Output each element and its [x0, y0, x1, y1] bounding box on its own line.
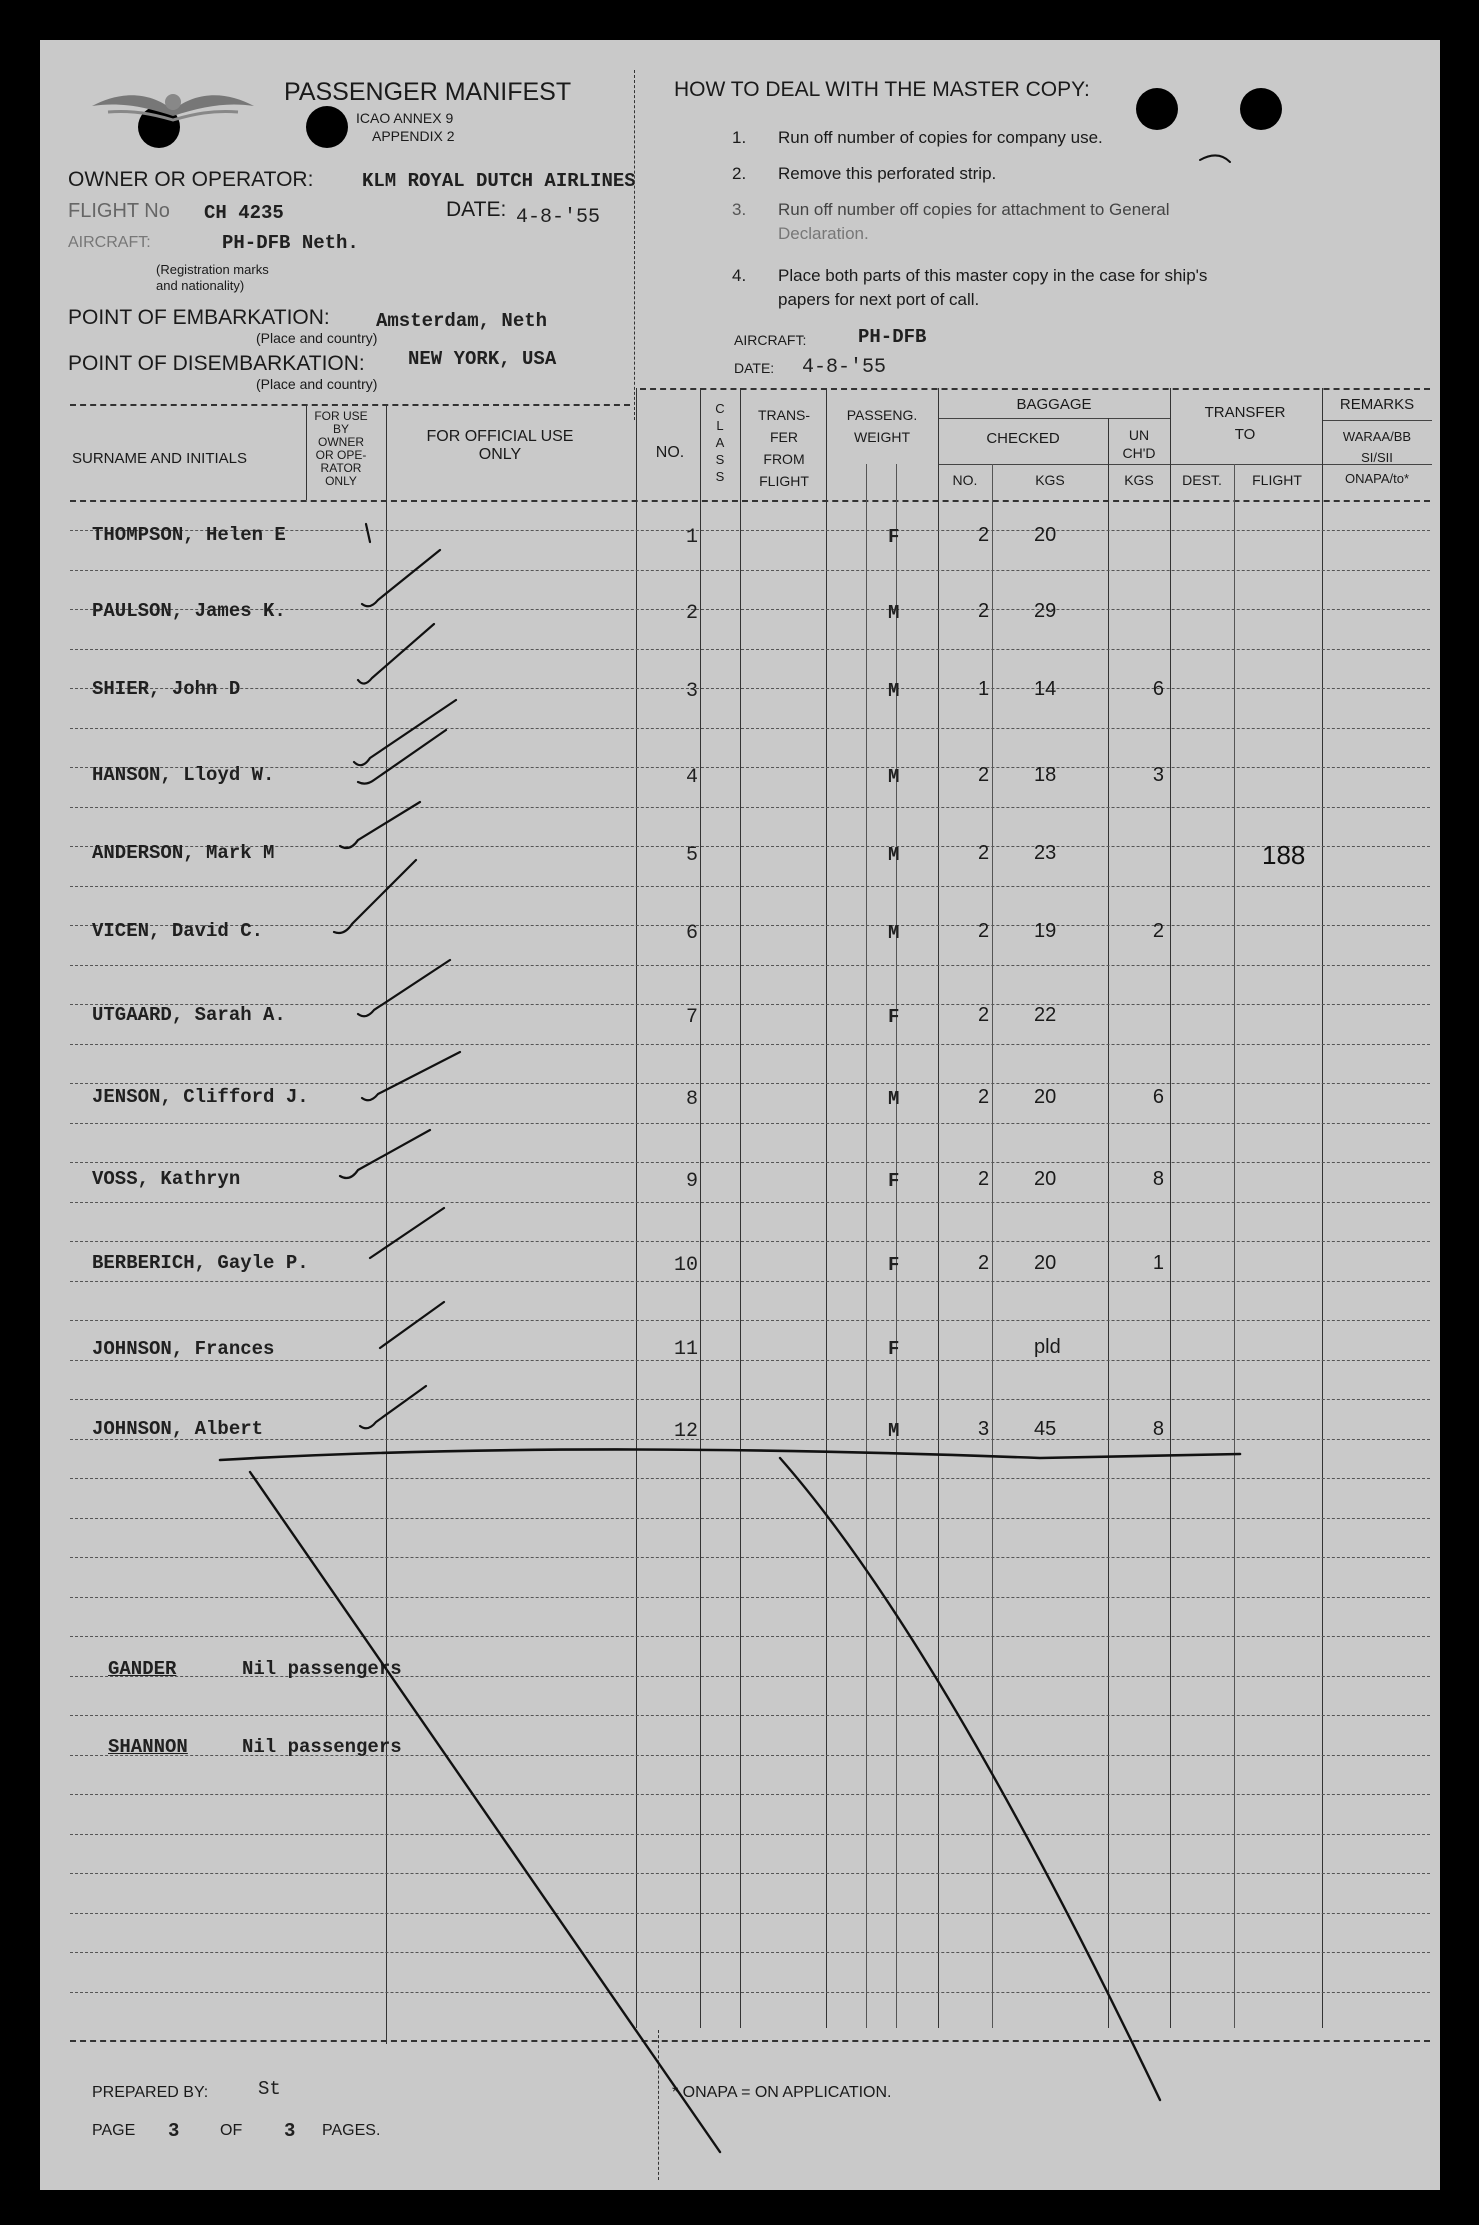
right-date-value: 4-8-'55 [802, 356, 887, 379]
handwritten-marks [40, 40, 1440, 2190]
prepared-label: PREPARED BY: [92, 2084, 209, 2101]
bag-count: 2 [978, 1168, 990, 1190]
passenger-sex: M [888, 922, 900, 944]
passenger-sex: F [888, 1170, 900, 1192]
bag-kgs: 22 [1034, 1004, 1057, 1026]
col-baggage: BAGGAGE [1016, 396, 1092, 413]
passenger-sex: M [888, 844, 900, 866]
passenger-name: ANDERSON, Mark M [92, 842, 275, 864]
bag-count: 2 [978, 1086, 990, 1108]
passenger-sex: M [888, 1088, 900, 1110]
date-label: DATE: [446, 198, 507, 221]
note-place: GANDER [108, 1658, 177, 1680]
col-checked: CHECKED [986, 430, 1060, 447]
aircraft-value: PH-DFB Neth. [222, 232, 359, 254]
note-text: Nil passengers [242, 1736, 402, 1758]
page-value: 3 [168, 2120, 180, 2142]
aircraft-note-1: (Registration marks [156, 262, 269, 277]
col-unchd-kgs: KGS [1124, 472, 1154, 488]
of-label: OF [220, 2122, 243, 2139]
passenger-name: SHIER, John D [92, 678, 241, 700]
col-remarks-codes: WARAA/BB SI/SII ONAPA/to* [1342, 429, 1412, 486]
instruction-text: Place both parts of this master copy in the case for ship's [778, 266, 1208, 285]
instruction-text: Declaration. [778, 224, 869, 243]
bag-count: 2 [978, 1004, 990, 1026]
passenger-no: 3 [685, 680, 698, 703]
col-bag-kgs: KGS [1035, 472, 1065, 488]
unchd-kgs: 3 [1152, 764, 1164, 786]
passenger-name: BERBERICH, Gayle P. [92, 1252, 309, 1274]
bag-kgs: 20 [1034, 1086, 1057, 1108]
passenger-sex: M [888, 680, 900, 702]
bag-kgs: 23 [1034, 842, 1057, 864]
unchd-kgs: 8 [1152, 1418, 1164, 1440]
passenger-sex: M [888, 1420, 900, 1442]
bag-kgs: 14 [1034, 678, 1057, 700]
date-value: 4-8-'55 [516, 206, 601, 229]
bag-kgs: 20 [1034, 524, 1057, 546]
instruction-number: 4. [732, 266, 747, 285]
right-aircraft-value: PH-DFB [858, 326, 927, 348]
passenger-sex: F [888, 526, 900, 548]
bag-kgs: 20 [1034, 1168, 1057, 1190]
col-unchd: UN CH'D [1122, 427, 1156, 461]
passenger-no: 5 [685, 844, 698, 867]
aircraft-label: AIRCRAFT: [68, 234, 151, 251]
instruction-text: papers for next port of call. [778, 290, 980, 309]
passenger-no: 2 [685, 602, 698, 625]
bag-kgs: 29 [1034, 600, 1057, 622]
disembark-label: POINT OF DISEMBARKATION: [68, 352, 365, 375]
manifest-sheet [40, 40, 1440, 2190]
passenger-sex: M [888, 602, 900, 624]
appendix: APPENDIX 2 [372, 128, 455, 144]
bag-count: 2 [978, 920, 990, 942]
right-date-label: DATE: [734, 360, 775, 376]
manifest-title: PASSENGER MANIFEST [284, 78, 572, 106]
unchd-kgs: 2 [1152, 920, 1164, 942]
embark-note: (Place and country) [256, 330, 378, 346]
bag-kgs: pld [1034, 1336, 1061, 1358]
embark-label: POINT OF EMBARKATION: [68, 306, 330, 329]
instruction-text: Run off number off copies for attachment to General [778, 200, 1170, 219]
unchd-kgs: 8 [1152, 1168, 1164, 1190]
passenger-name: THOMPSON, Helen E [92, 524, 286, 546]
bag-count: 2 [978, 600, 990, 622]
bag-count: 2 [978, 524, 990, 546]
instruction-number: 2. [732, 164, 747, 183]
passenger-name: HANSON, Lloyd W. [92, 764, 275, 786]
bag-kgs: 19 [1034, 920, 1057, 942]
bag-count: 2 [978, 1252, 990, 1274]
bag-count: 3 [978, 1418, 990, 1440]
page-label: PAGE [92, 2122, 136, 2139]
col-surname: SURNAME AND INITIALS [72, 450, 248, 467]
bag-kgs: 45 [1034, 1418, 1057, 1440]
flight-value: CH 4235 [204, 202, 284, 224]
passenger-no: 9 [685, 1170, 698, 1193]
disembark-value: NEW YORK, USA [408, 348, 557, 370]
passenger-sex: F [888, 1338, 900, 1360]
aircraft-note-2: and nationality) [156, 278, 245, 293]
bag-kgs: 20 [1034, 1252, 1057, 1274]
remark-handwritten: 188 [1262, 840, 1306, 870]
passenger-no: 8 [685, 1088, 698, 1111]
passenger-sex: F [888, 1006, 900, 1028]
instruction-number: 3. [732, 200, 747, 219]
passenger-no: 1 [685, 526, 698, 549]
passenger-name: PAULSON, James K. [92, 600, 286, 622]
master-copy-title: HOW TO DEAL WITH THE MASTER COPY: [674, 78, 1090, 101]
of-value: 3 [284, 2120, 296, 2142]
passenger-name: VOSS, Kathryn [92, 1168, 241, 1190]
passenger-no: 4 [685, 766, 698, 789]
passenger-no: 11 [673, 1338, 698, 1361]
bag-count: 2 [978, 764, 990, 786]
passenger-name: VICEN, David C. [92, 920, 264, 942]
passenger-no: 10 [673, 1254, 698, 1277]
icao-annex: ICAO ANNEX 9 [356, 110, 454, 126]
note-text: Nil passengers [242, 1658, 402, 1680]
passenger-name: UTGAARD, Sarah A. [92, 1004, 286, 1026]
note-place: SHANNON [108, 1736, 188, 1758]
col-remarks: REMARKS [1339, 396, 1415, 413]
col-for-use: FOR USE BY OWNER OR OPE- RATOR ONLY [314, 409, 368, 488]
owner-value: KLM ROYAL DUTCH AIRLINES [362, 170, 636, 192]
pages-label: PAGES. [322, 2122, 381, 2139]
passenger-name: JOHNSON, Frances [92, 1338, 275, 1360]
bag-count: 2 [978, 842, 990, 864]
passenger-no: 7 [685, 1006, 698, 1029]
col-transfer-to: TRANSFER TO [1204, 404, 1286, 443]
passenger-sex: M [888, 766, 900, 788]
col-flight: FLIGHT [1252, 472, 1302, 488]
passenger-no: 12 [673, 1420, 698, 1443]
col-official: FOR OFFICIAL USE ONLY [426, 428, 574, 463]
unchd-kgs: 6 [1152, 1086, 1164, 1108]
passenger-name: JOHNSON, Albert [92, 1418, 264, 1440]
onapa-note: * ONAPA = ON APPLICATION. [672, 2084, 892, 2101]
unchd-kgs: 6 [1152, 678, 1164, 700]
flight-label: FLIGHT No [68, 200, 170, 222]
passenger-name: JENSON, Clifford J. [92, 1086, 309, 1108]
col-dest: DEST. [1182, 472, 1222, 488]
passenger-no: 6 [685, 922, 698, 945]
passenger-sex: F [888, 1254, 900, 1276]
col-transfer-from: TRANS- FER FROM FLIGHT [757, 407, 811, 489]
embark-value: Amsterdam, Neth [376, 310, 548, 332]
owner-label: OWNER OR OPERATOR: [68, 168, 314, 191]
col-no: NO. [655, 444, 685, 461]
instruction-text: Run off number of copies for company use. [778, 128, 1103, 147]
right-aircraft-label: AIRCRAFT: [734, 332, 807, 348]
col-bag-no: NO. [952, 472, 978, 488]
bag-kgs: 18 [1034, 764, 1057, 786]
prepared-value: St [258, 2078, 281, 2100]
col-class: C L A S S [715, 401, 725, 484]
col-passeng-weight: PASSENG. WEIGHT [846, 407, 918, 445]
bag-count: 1 [978, 678, 990, 700]
instruction-text: Remove this perforated strip. [778, 164, 997, 183]
unchd-kgs: 1 [1152, 1252, 1164, 1274]
instruction-number: 1. [732, 128, 747, 147]
disembark-note: (Place and country) [256, 376, 378, 392]
